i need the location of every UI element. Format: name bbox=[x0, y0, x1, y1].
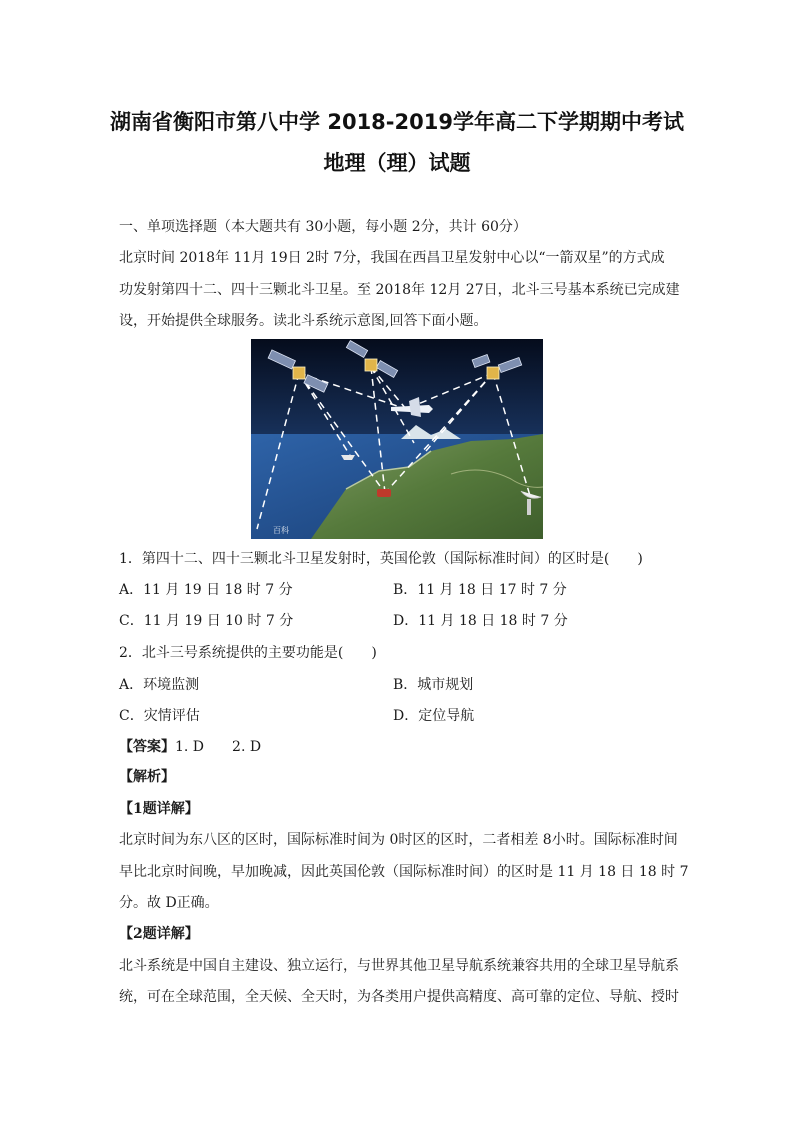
analysis-label: 【解析】 bbox=[119, 769, 175, 785]
page-title-line1: 湖南省衡阳市第八中学 2018-2019学年高二下学期期中考试 bbox=[110, 110, 684, 134]
question-1-option-c: C．11 月 19 日 10 时 7 分 bbox=[119, 613, 294, 629]
question-2-option-a: A．环境监测 bbox=[119, 677, 200, 693]
question-2-stem: 2．北斗三号系统提供的主要功能是( ) bbox=[119, 645, 377, 661]
detail-1-line-2: 早比北京时间晚，早加晚减，因此英国伦敦（国际标准时间）的区时是 11 月 18 日 18 时 7 bbox=[119, 864, 689, 880]
question-1-stem: 1．第四十二、四十三颗北斗卫星发射时，英国伦敦（国际标准时间）的区时是( ) bbox=[119, 551, 643, 567]
question-2-option-d: D．定位导航 bbox=[393, 708, 475, 724]
detail-2-label: 【2题详解】 bbox=[119, 926, 199, 942]
answer-line bbox=[119, 737, 261, 757]
question-1-option-a: A．11 月 19 日 18 时 7 分 bbox=[119, 582, 293, 598]
watermark: 百科 bbox=[273, 526, 289, 535]
question-1-option-d: D．11 月 18 日 18 时 7 分 bbox=[393, 613, 568, 629]
question-1-option-b: B．11 月 18 日 17 时 7 分 bbox=[393, 582, 567, 598]
car-icon bbox=[377, 489, 391, 497]
detail-2-line-1: 北斗系统是中国自主建设、独立运行，与世界其他卫星导航系统兼容共用的全球卫星导航系 bbox=[119, 958, 679, 974]
question-2-option-b: B．城市规划 bbox=[393, 677, 474, 693]
question-2-option-c: C．灾情评估 bbox=[119, 708, 200, 724]
section-heading: 一、单项选择题（本大题共有 30小题，每小题 2分，共计 60分） bbox=[119, 219, 527, 235]
answer-label: 【答案】 bbox=[119, 739, 175, 755]
answer-text: 1. D 2. D bbox=[175, 739, 262, 755]
intro-line-2: 功发射第四十二、四十三颗北斗卫星。至 2018年 12月 27日，北斗三号基本系统已完成建 bbox=[119, 282, 680, 298]
detail-1-line-3: 分。故 D正确。 bbox=[119, 895, 219, 911]
intro-line-1: 北京时间 2018年 11月 19日 2时 7分，我国在西昌卫星发射中心以“一箭双星”的方式成 bbox=[119, 250, 665, 266]
intro-line-3: 设，开始提供全球服务。读北斗系统示意图,回答下面小题。 bbox=[119, 313, 488, 329]
beidou-system-figure bbox=[251, 339, 543, 539]
detail-2-line-2: 统，可在全球范围，全天候、全天时，为各类用户提供高精度、高可靠的定位、导航、授时 bbox=[119, 989, 679, 1005]
detail-1-line-1: 北京时间为东八区的区时，国际标准时间为 0时区的区时，二者相差 8小时。国际标准时间 bbox=[119, 832, 678, 848]
detail-1-label: 【1题详解】 bbox=[119, 801, 199, 817]
beidou-illustration bbox=[251, 339, 543, 539]
page-title-line2: 地理（理）试题 bbox=[323, 151, 471, 175]
